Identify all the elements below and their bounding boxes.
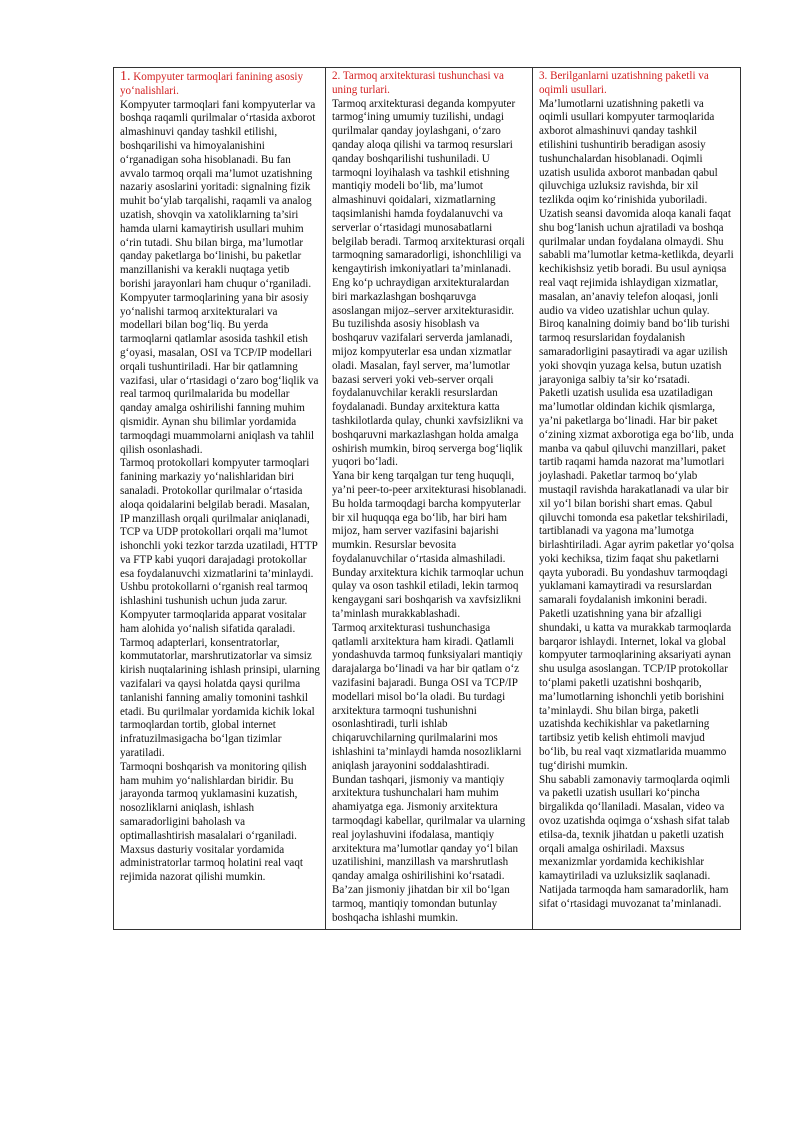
column-heading (332, 70, 527, 98)
heading-number: 2. (332, 70, 341, 82)
content-table (113, 67, 741, 930)
column-transmission (533, 68, 740, 929)
heading-number: 1. (120, 69, 131, 84)
paragraph: Eng ko‘p uchraydigan arxitekturalardan biri markazlashgan boshqaruvga asoslangan mijoz–server arxitekturasidir. Bu tuzilishda asosiy hisoblash va boshqaruv vazifalari serverda jamlanadi, mijoz kompyuterlar esa undan xizmatlar oladi. Masalan, fayl server, ma’lumotlar bazasi serveri yoki veb-server orqali foydalanuvchilar kerakli resurslardan foydalanadi. Bunday arxitektura katta tashkilotlarda qulay, chunki xavfsizlikni va boshqaruvni markazlashgan holda amalga oshirish mumkin, biroq serverga bog‘liqlik yuqori bo‘ladi. (332, 276, 524, 469)
column-heading (539, 70, 735, 98)
column-directions (114, 68, 326, 929)
paragraph: Kompyuter tarmoqlarida apparat vositalar ham alohida yo‘nalish sifatida qaraladi. Tarmoq adapterlari, konsentratorlar, kommutatorlar, marshrutizatorlar va simsiz kirish nuqtalarining ishlash prinsipi, ularning vazifalari va qaysi holatda qaysi qurilma tanlanishi fanning amaliy tomonini tashkil etadi. Bu qurilmalar yordamida kichik lokal tarmoqlardan tortib, global internet infratuzilmasigacha bo‘lgan tizimlar yaratiladi. (120, 609, 320, 760)
paragraph: Tarmoqni boshqarish va monitoring qilish ham muhim yo‘nalishlardan biridir. Bu jarayonda tarmoq yuklamasini kuzatish, nosozliklarni aniqlash, ishlash samaradorligini baholash va optimallashtirish masalalari o‘rganiladi. Maxsus dasturiy vositalar yordamida administratorlar tarmoq holatini real vaqt rejimida nazorat qilishi mumkin. (120, 760, 307, 884)
heading-title: Berilganlarni uzatishning paketli va oqimli usullari. (539, 70, 709, 96)
paragraph: Tarmoq arxitekturasi tushunchasiga qatlamli arxitektura ham kiradi. Qatlamli yondashuvda tarmoq funksiyalari mantiqiy darajalarga bo‘linadi va har bir qatlam o‘z vazifasini bajaradi. Bunga OSI va TCP/IP modellari misol bo‘la oladi. Bu turdagi arxitektura tarmoqni tushunishni osonlashtiradi, turli ishlab chiqaruvchilarning qurilmalarini mos ishlashini ta’minlaydi hamda nosozliklarni aniqlash jarayonini soddalashtiradi. (332, 621, 523, 772)
paragraph: Paketli uzatishning yana bir afzalligi shundaki, u katta va murakkab tarmoqlarda barqaror ishlaydi. Internet, lokal va global kompyuter tarmoqlarining aksariyati aynan shu usulga asoslangan. TCP/IP protokollar to‘plami paketli uzatishni boshqarib, ma’lumotlarning ishonchli yetib borishini ta’minlaydi. Shu bilan birga, paketli uzatishda kechikishlar va paketlarning tartibsiz yetib kelish ehtimoli mavjud bo‘lib, bu real vaqt xizmatlarida muammo tug‘dirishi mumkin. (539, 608, 732, 772)
paragraph: Tarmoq protokollari kompyuter tarmoqlari fanining markaziy yo‘nalishlaridan biri sanaladi. Protokollar qurilmalar o‘rtasida aloqa qoidalarini belgilab beradi. Masalan, IP manzillash orqali qurilmalar aniqlanadi, TCP va UDP protokollari orqali ma’lumot ishonchli yoki tezkor tarzda uzatiladi, HTTP va FTP kabi yuqori darajadagi protokollar esa foydalanuvchi xizmatlarini ta’minlaydi. Ushbu protokollarni o‘rganish real tarmoq ishlashini tushunish uchun juda zarur. (120, 457, 318, 608)
heading-number: 3. (539, 70, 548, 82)
paragraph: Paketli uzatish usulida esa uzatiladigan ma’lumotlar oldindan kichik qismlarga, ya’ni paketlarga bo‘linadi. Har bir paket o‘zining xizmat axborotiga ega bo‘lib, unda manba va qabul qiluvchi manzillari, paket tartib raqami hamda nazorat ma’lumotlari joylashadi. Paketlar tarmoq bo‘ylab mustaqil ravishda harakatlanadi va ular bir xil yo‘l bilan borishi shart emas. Qabul qiluvchi tomonda esa paketlar tekshiriladi, tartiblanadi va yagona ma’lumotga birlashtiriladi. Agar ayrim paketlar yo‘qolsa yoki kechiksa, tizim faqat shu paketlarni qayta yuboradi. Bu yondashuv tarmoqdagi yuklamani kamaytiradi va resurslardan samarali foydalanish imkonini beradi. (539, 387, 735, 607)
column-architecture (326, 68, 533, 929)
paragraph: Tarmoq arxitekturasi deganda kompyuter tarmog‘ining umumiy tuzilishi, undagi qurilmalar qanday joylashgani, o‘zaro qanday aloqa qilishi va tarmoq resurslari qanday boshqarilishi tushuniladi. U tarmoqni loyihalash va tashkil etishning mantiqiy modeli bo‘lib, ma’lumot almashinuvi qoidalari, xizmatlarning taqsimlanishi hamda foydalanuvchi va serverlar o‘rtasidagi munosabatlarni belgilab beradi. Tarmoq arxitekturasi orqali tarmoqning samaradorligi, ishonchliligi va kengaytirish imkoniyatlari ta’minlanadi. (332, 97, 525, 276)
paragraph: Bundan tashqari, jismoniy va mantiqiy arxitektura tushunchalari ham muhim ahamiyatga ega. Jismoniy arxitektura tarmoqdagi kabellar, qurilmalar va ularning real joylashuvini ifodalasa, mantiqiy arxitektura ma’lumotlar qanday yo‘l bilan uzatilishini, manzillash va marshrutlash qanday amalga oshirilishini ko‘rsatadi. Ba’zan jismoniy jihatdan bir xil bo‘lgan tarmoq, mantiqiy tomondan butunlay boshqacha ishlashi mumkin. (332, 773, 526, 924)
heading-title: Kompyuter tarmoqlari fanining asosiy yo‘nalishlari. (120, 71, 304, 97)
paragraph: Kompyuter tarmoqlarining yana bir asosiy yo‘nalishi tarmoq arxitekturalari va modellari bilan bog‘liq. Bu yerda tarmoqlarni qatlamlar asosida tashkil etish g‘oyasi, masalan, OSI va TCP/IP modellari orqali tushuntiriladi. Har bir qatlamning vazifasi, ular o‘rtasidagi o‘zaro bog‘liqlik va real tarmoq qurilmalarida bu modellar qanday amalga oshirilishi fanning muhim qismidir. Aynan shu bilimlar yordamida tarmoqdagi muammolarni aniqlash va tahlil qilish osonlashadi. (120, 291, 319, 456)
paragraph: Shu sababli zamonaviy tarmoqlarda oqimli va paketli uzatish usullari ko‘pincha birgalikda qo‘llaniladi. Masalan, video va ovoz uzatishda oqimga o‘xshash sifat talab etilsa-da, texnik jihatdan u paketli uzatish orqali amalga oshiriladi. Maxsus mexanizmlar yordamida kechikishlar kamaytiriladi va uzluksizlik saqlanadi. Natijada tarmoqda ham samaradorlik, ham sifat o‘rtasidagi muvozanat ta’minlanadi. (539, 773, 731, 910)
heading-title: Tarmoq arxitekturasi tushunchasi va uning turlari. (332, 70, 504, 96)
paragraph: Yana bir keng tarqalgan tur teng huquqli, ya’ni peer-to-peer arxitekturasi hisoblanadi. Bu holda tarmoqdagi barcha kompyuterlar bir xil huquqqa ega bo‘lib, har biri ham mijoz, ham server vazifasini bajarishi mumkin. Resurslar bevosita foydalanuvchilar o‘rtasida almashiladi. Bunday arxitektura kichik tarmoqlar uchun qulay va oson tashkil etiladi, lekin tarmoq kengaygani sari boshqarish va xavfsizlikni ta’minlash murakkablashadi. (332, 470, 527, 621)
paragraph: Ma’lumotlarni uzatishning paketli va oqimli usullari kompyuter tarmoqlarida axborot almashinuvi qanday tashkil etilishini tushuntirib beradigan asosiy tushunchalardan hisoblanadi. Oqimli uzatish usulida axborot manbadan qabul qiluvchiga uzluksiz ravishda, bir xil tezlikda oqim ko‘rinishida yuboriladi. Uzatish seansi davomida aloqa kanali faqat shu bog‘lanish uchun ajratiladi va boshqa qurilmalar undan foydalana olmaydi. Shu sababli ma’lumotlar ketma-ketlikda, deyarli kechikishsiz yetib boradi. Bu usul ayniqsa real vaqt rejimida ishlaydigan xizmatlar, masalan, an’anaviy telefon aloqasi, jonli audio va video uzatishlar uchun qulay. Biroq kanalning doimiy band bo‘lib turishi tarmoq resurslaridan foydalanish samaradorligini pasaytiradi va agar uzilish yoki shovqin yuzaga kelsa, butun uzatish jarayoniga salbiy ta’sir ko‘rsatadi. (539, 97, 734, 386)
column-heading (120, 70, 320, 99)
paragraph: Kompyuter tarmoqlari fani kompyuterlar va boshqa raqamli qurilmalar o‘rtasida axborot almashinuvi qanday tashkil etilishi, boshqarilishi va himoyalanishini o‘rganadigan soha hisoblanadi. Bu fan avvalo tarmoq orqali ma’lumot uzatishning nazariy asoslarini yoritadi: signalning fizik muhit bo‘ylab tarqalishi, raqamli va analog uzatish, shovqin va xatoliklarning ta’siri hamda ularni kamaytirish usullari muhim o‘rin tutadi. Shu bilan birga, ma’lumotlar qanday paketlarga bo‘linishi, bu paketlar manzillanishi va kerakli nuqtaga yetib borishi jarayonlari ham chuqur o‘rganiladi. (120, 98, 316, 290)
